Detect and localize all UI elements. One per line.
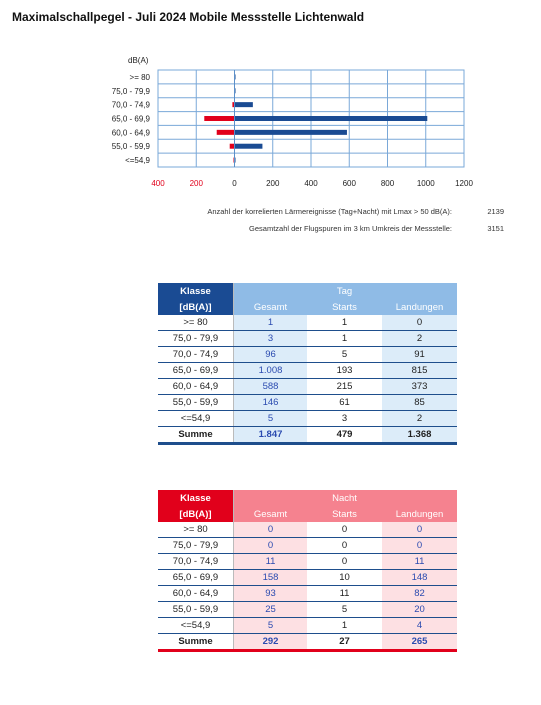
tag-table — [158, 283, 457, 445]
y-tick-label: 70,0 - 74,9 — [111, 100, 150, 110]
tag-cell-g: 96 — [234, 347, 308, 363]
nacht-header-klasse-unit: [dB(A)] — [158, 506, 234, 522]
tag-cell-l: 91 — [382, 347, 457, 363]
y-tick-label: 60,0 - 64,9 — [111, 128, 150, 138]
nacht-cell-s: 5 — [307, 602, 382, 618]
tag-table-row — [158, 315, 457, 331]
nacht-cell-s: 0 — [307, 554, 382, 570]
tag-cell-l: 85 — [382, 395, 457, 411]
nacht-table-row — [158, 522, 457, 538]
y-tick-label: 55,0 - 59,9 — [111, 142, 150, 152]
nacht-cell-l: 0 — [382, 522, 457, 538]
nacht-cell-s: 10 — [307, 570, 382, 586]
info-correlated-events-label: Anzahl der korrelierten Lärmereignisse (Tag+Nacht) mit Lmax > 50 dB(A): — [207, 207, 452, 216]
tag-cell-k: >= 80 — [158, 315, 234, 331]
x-tick-label: 0 — [232, 179, 237, 188]
nacht-sum-g: 292 — [234, 634, 308, 651]
tag-cell-k: <=54,9 — [158, 411, 234, 427]
noise-level-bar-chart — [0, 0, 541, 200]
nacht-cell-k: 65,0 - 69,9 — [158, 570, 234, 586]
nacht-cell-g: 93 — [234, 586, 308, 602]
bar-tag — [235, 116, 428, 121]
nacht-cell-g: 158 — [234, 570, 308, 586]
nacht-sum-row — [158, 634, 457, 651]
tag-cell-s: 1 — [307, 331, 382, 347]
nacht-cell-k: <=54,9 — [158, 618, 234, 634]
tag-sum-l: 1.368 — [382, 427, 457, 444]
bar-tag — [235, 130, 347, 135]
x-tick-label: 800 — [380, 179, 395, 188]
tag-cell-g: 1 — [234, 315, 308, 331]
bar-nacht — [204, 116, 234, 121]
tag-sum-s: 479 — [307, 427, 382, 444]
tag-header-starts: Starts — [307, 299, 382, 315]
tag-table-row — [158, 379, 457, 395]
nacht-cell-g: 0 — [234, 522, 308, 538]
nacht-header-starts: Starts — [307, 506, 382, 522]
nacht-header-gesamt: Gesamt — [234, 506, 308, 522]
nacht-table-row — [158, 538, 457, 554]
nacht-cell-g: 0 — [234, 538, 308, 554]
x-tick-label: 1200 — [455, 179, 473, 188]
tag-cell-k: 75,0 - 79,9 — [158, 331, 234, 347]
nacht-sum-l: 265 — [382, 634, 457, 651]
tag-header-klasse: Klasse — [158, 283, 234, 299]
x-tick-label: 600 — [342, 179, 356, 188]
nacht-cell-g: 5 — [234, 618, 308, 634]
tag-sum-k: Summe — [158, 427, 234, 444]
bar-nacht — [217, 130, 235, 135]
y-tick-label: <=54,9 — [125, 156, 150, 166]
x-tick-label: 200 — [189, 179, 203, 188]
tag-cell-g: 3 — [234, 331, 308, 347]
tag-cell-s: 3 — [307, 411, 382, 427]
tag-cell-k: 55,0 - 59,9 — [158, 395, 234, 411]
tag-cell-s: 1 — [307, 315, 382, 331]
bar-nacht — [230, 144, 235, 149]
bar-tag — [235, 102, 253, 107]
tag-cell-k: 60,0 - 64,9 — [158, 379, 234, 395]
nacht-cell-k: 60,0 - 64,9 — [158, 586, 234, 602]
nacht-sum-k: Summe — [158, 634, 234, 651]
nacht-cell-k: >= 80 — [158, 522, 234, 538]
tag-table-row — [158, 411, 457, 427]
y-tick-label: >= 80 — [129, 72, 150, 82]
y-tick-label: 75,0 - 79,9 — [111, 86, 150, 96]
tag-cell-g: 588 — [234, 379, 308, 395]
tag-cell-s: 193 — [307, 363, 382, 379]
tag-table-row — [158, 347, 457, 363]
tag-table-row — [158, 363, 457, 379]
info-flight-tracks-label: Gesamtzahl der Flugspuren im 3 km Umkreis der Messstelle: — [249, 224, 452, 233]
tag-cell-l: 2 — [382, 411, 457, 427]
nacht-cell-l: 0 — [382, 538, 457, 554]
nacht-header-klasse: Klasse — [158, 490, 234, 506]
nacht-table-row — [158, 602, 457, 618]
nacht-table — [158, 490, 457, 652]
tag-cell-l: 373 — [382, 379, 457, 395]
nacht-cell-l: 11 — [382, 554, 457, 570]
tag-table-row — [158, 331, 457, 347]
nacht-cell-k: 55,0 - 59,9 — [158, 602, 234, 618]
nacht-header-group: Nacht — [307, 490, 382, 506]
tag-header-gesamt: Gesamt — [234, 299, 308, 315]
y-tick-label: 65,0 - 69,9 — [111, 114, 150, 124]
nacht-cell-s: 0 — [307, 522, 382, 538]
nacht-table-row — [158, 618, 457, 634]
tag-cell-l: 2 — [382, 331, 457, 347]
tag-table-row — [158, 395, 457, 411]
tag-cell-s: 5 — [307, 347, 382, 363]
bar-tag — [235, 144, 263, 149]
tag-sum-g: 1.847 — [234, 427, 308, 444]
tag-header-landungen: Landungen — [382, 299, 457, 315]
tag-cell-g: 5 — [234, 411, 308, 427]
nacht-cell-g: 11 — [234, 554, 308, 570]
nacht-cell-s: 0 — [307, 538, 382, 554]
tag-cell-l: 0 — [382, 315, 457, 331]
info-correlated-events-value: 2139 — [487, 207, 504, 216]
tag-header-klasse-unit: [dB(A)] — [158, 299, 234, 315]
nacht-table-row — [158, 570, 457, 586]
nacht-table-row — [158, 554, 457, 570]
nacht-cell-l: 148 — [382, 570, 457, 586]
tag-cell-k: 65,0 - 69,9 — [158, 363, 234, 379]
tag-sum-row — [158, 427, 457, 444]
tag-header-group: Tag — [307, 283, 382, 299]
info-flight-tracks-value: 3151 — [487, 224, 504, 233]
tag-cell-l: 815 — [382, 363, 457, 379]
x-tick-label: 200 — [266, 179, 280, 188]
y-unit-label: dB(A) — [128, 56, 149, 65]
nacht-cell-k: 75,0 - 79,9 — [158, 538, 234, 554]
nacht-cell-l: 82 — [382, 586, 457, 602]
nacht-sum-s: 27 — [307, 634, 382, 651]
tag-cell-s: 61 — [307, 395, 382, 411]
tag-cell-g: 1.008 — [234, 363, 308, 379]
tag-cell-k: 70,0 - 74,9 — [158, 347, 234, 363]
tag-cell-g: 146 — [234, 395, 308, 411]
x-tick-label: 400 — [151, 179, 165, 188]
nacht-header-landungen: Landungen — [382, 506, 457, 522]
nacht-cell-s: 1 — [307, 618, 382, 634]
nacht-table-row — [158, 586, 457, 602]
nacht-cell-g: 25 — [234, 602, 308, 618]
nacht-cell-l: 4 — [382, 618, 457, 634]
nacht-cell-k: 70,0 - 74,9 — [158, 554, 234, 570]
nacht-cell-s: 11 — [307, 586, 382, 602]
page-title: Maximalschallpegel - Juli 2024 Mobile Messstelle Lichtenwald — [12, 10, 365, 24]
x-tick-label: 1000 — [416, 179, 435, 188]
x-tick-label: 400 — [304, 179, 318, 188]
nacht-cell-l: 20 — [382, 602, 457, 618]
tag-cell-s: 215 — [307, 379, 382, 395]
